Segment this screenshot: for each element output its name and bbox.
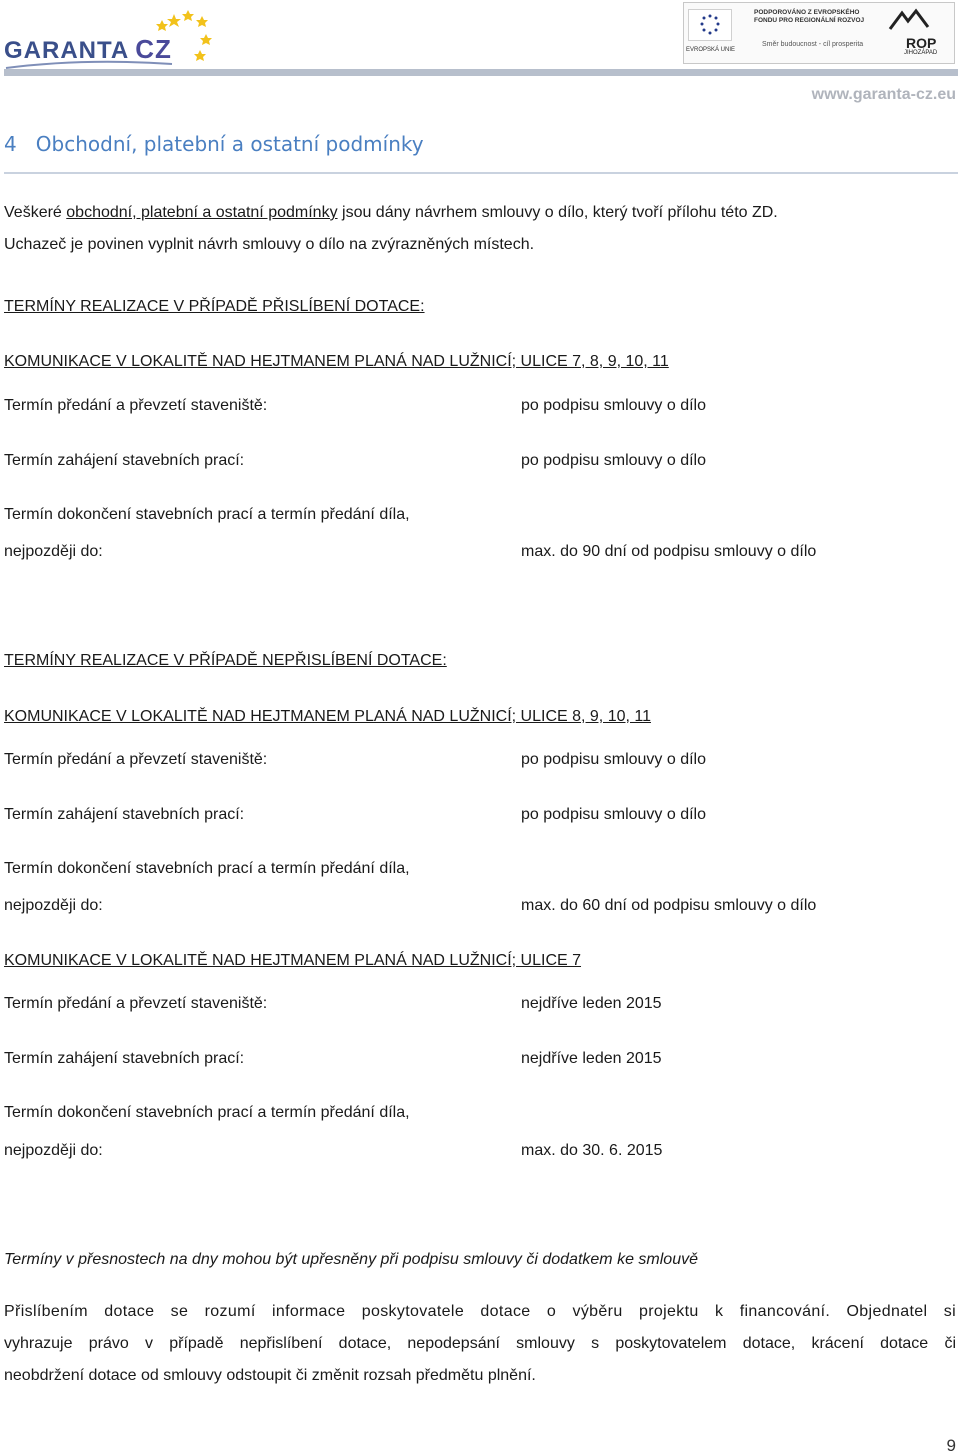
block1-location: KOMUNIKACE V LOKALITĚ NAD HEJTMANEM PLANÁ NAD LUŽNICÍ; ULICE 7, 8, 9, 10, 11 [4,353,669,370]
eu-funding-banner [683,2,955,64]
website-url: www.garanta-cz.eu [811,86,956,103]
eu-fund-text: PODPOROVÁNO Z EVROPSKÉHO FONDU PRO REGIONÁLNÍ ROZVOJ [754,9,865,24]
block2a-deadline-label: nejpozději do: [4,897,103,914]
block1-title: TERMÍNY REALIZACE V PŘÍPADĚ PŘISLÍBENÍ DOTACE: [4,298,425,315]
rop-subtitle: JIHOZÁPAD [904,50,938,56]
logo-wordmark: GARANTA CZ [4,34,172,64]
block2a-handover-value: po podpisu smlouvy o dílo [521,751,706,768]
block1-deadline-label: nejpozději do: [4,543,103,560]
block2b-handover-label: Termín předání a převzetí staveniště: [4,995,268,1012]
block2-title: TERMÍNY REALIZACE V PŘÍPADĚ NEPŘISLÍBENÍ DOTACE: [4,652,447,669]
block1-handover-label: Termín předání a převzetí staveniště: [4,397,268,414]
page-header [0,0,960,110]
section-heading: 4 Obchodní, platební a ostatní podmínky [4,132,424,156]
eu-label: EVROPSKÁ UNIE [686,47,736,53]
note-italic: Termíny v přesnostech na dny mohou být upřesněny při podpisu smlouvy či dodatkem ke smlouvě [4,1251,698,1268]
intro-paragraph-line2: Uchazeč je povinen vyplnit návrh smlouvy o dílo na zvýrazněných místech. [4,236,535,253]
block1-start-label: Termín zahájení stavebních prací: [4,452,245,469]
block2b-completion-label: Termín dokončení stavebních prací a termín předání díla, [4,1104,410,1121]
block1-completion-value: max. do 90 dní od podpisu smlouvy o dílo [521,543,817,560]
eu-flag-icon [688,9,732,41]
rop-wordmark: ROP [906,35,937,51]
intro-paragraph-line1: Veškeré obchodní, platební a ostatní podmínky jsou dány návrhem smlouvy o dílo, který tvoří přílohu této ZD. [4,204,778,221]
block2b-handover-value: nejdříve leden 2015 [521,995,662,1012]
block1-start-value: po podpisu smlouvy o dílo [521,452,706,469]
block2b-deadline-label: nejpozději do: [4,1142,103,1159]
block1-completion-label: Termín dokončení stavebních prací a termín předání díla, [4,506,410,523]
closing-line3: neobdržení dotace od smlouvy odstoupit či změnit rozsah předmětu plnění. [4,1367,536,1384]
block2b-completion-value: max. do 30. 6. 2015 [521,1142,663,1159]
block2a-completion-value: max. do 60 dní od podpisu smlouvy o dílo [521,897,817,914]
block2-location-a: KOMUNIKACE V LOKALITĚ NAD HEJTMANEM PLANÁ NAD LUŽNICÍ; ULICE 8, 9, 10, 11 [4,708,651,725]
block2a-start-label: Termín zahájení stavebních prací: [4,806,245,823]
heading-divider [4,172,958,174]
block2-location-b: KOMUNIKACE V LOKALITĚ NAD HEJTMANEM PLANÁ NAD LUŽNICÍ; ULICE 7 [4,952,582,969]
block1-handover-value: po podpisu smlouvy o dílo [521,397,706,414]
header-divider [4,69,958,76]
block2a-start-value: po podpisu smlouvy o dílo [521,806,706,823]
block2a-completion-label: Termín dokončení stavebních prací a termín předání díla, [4,860,410,877]
garanta-logo [4,6,219,66]
rop-logo [884,7,950,59]
block2b-start-label: Termín zahájení stavebních prací: [4,1050,245,1067]
closing-line2: vyhrazuje právo v případě nepřislíbení dotace, nepodepsání smlouvy s poskytovatelem dotace, krácení dotace či [4,1335,956,1352]
block2a-handover-label: Termín předání a převzetí staveniště: [4,751,268,768]
rop-mark-icon [884,7,944,37]
block2b-start-value: nejdříve leden 2015 [521,1050,662,1067]
conditions-link[interactable]: obchodní, platební a ostatní podmínky [66,204,338,221]
page-number: 9 [946,1436,956,1453]
closing-line1: Přislíbením dotace se rozumí informace poskytovatele dotace o výběru projektu k financování. Objednatel si [4,1303,956,1320]
eu-slogan: Směr budoucnost - cíl prosperita [762,41,864,48]
